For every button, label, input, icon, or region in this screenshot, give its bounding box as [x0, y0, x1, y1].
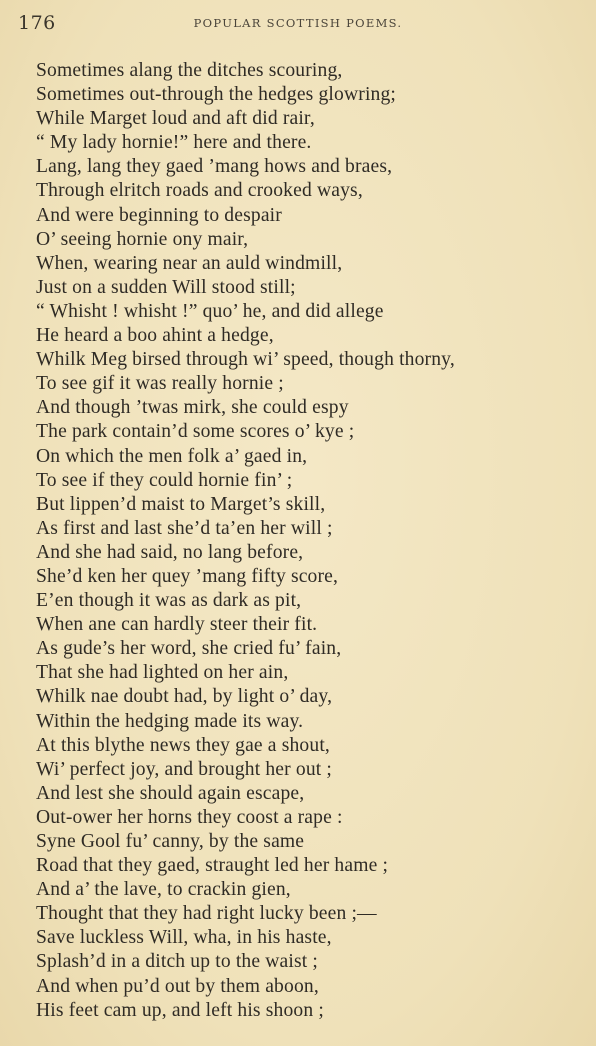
poem-line: And were beginning to despair: [36, 204, 282, 226]
poem-line: When ane can hardly steer their fit.: [36, 614, 318, 636]
poem-line: He heard a boo ahint a hedge,: [36, 325, 274, 347]
poem-line: At this blythe news they gae a shout,: [36, 734, 330, 756]
poem-line: The park contain’d some scores o’ kye ;: [36, 421, 355, 443]
poem-line: Thought that they had right lucky been ;—: [36, 903, 377, 925]
poem-line: On which the men folk a’ gaed in,: [36, 445, 308, 467]
poem-line: And she had said, no lang before,: [36, 541, 304, 563]
poem-line: To see gif it was really hornie ;: [36, 373, 284, 395]
running-title: POPULAR SCOTTISH POEMS.: [193, 16, 403, 30]
poem-line: And when pu’d out by them aboon,: [36, 975, 319, 997]
poem-line: Within the hedging made its way.: [36, 710, 304, 732]
poem-line: Sometimes alang the ditches scouring,: [36, 60, 343, 81]
poem-line: And lest she should again escape,: [36, 782, 305, 804]
poem-line: “ My lady hornie!” here and there.: [36, 132, 312, 154]
page-header: [16, 12, 580, 36]
poem-line: When, wearing near an auld windmill,: [36, 252, 343, 274]
poem-line: Road that they gaed, straught led her hame ;: [36, 855, 389, 877]
poem-line: His feet cam up, and left his shoon ;: [36, 999, 324, 1021]
poem-line: She’d ken her quey ’mang fifty score,: [36, 565, 339, 587]
poem-text: [36, 59, 592, 1023]
poem-line: Whilk Meg birsed through wi’ speed, though thorny,: [36, 349, 455, 371]
poem-line: And though ’twas mirk, she could espy: [36, 397, 349, 419]
poem-line: That she had lighted on her ain,: [36, 662, 289, 684]
poem-line: Save luckless Will, wha, in his haste,: [36, 927, 332, 949]
poem-line: Lang, lang they gaed ’mang hows and braes,: [36, 156, 393, 178]
poem-line: But lippen’d maist to Marget’s skill,: [36, 493, 326, 515]
poem-line: “ Whisht ! whisht !” quo’ he, and did allege: [36, 300, 384, 322]
poem-line: O’ seeing hornie ony mair,: [36, 228, 249, 250]
poem-line: Out-ower her horns they coost a rape :: [36, 806, 343, 828]
poem-line: Through elritch roads and crooked ways,: [36, 180, 363, 202]
poem-line: While Marget loud and aft did rair,: [36, 108, 315, 130]
poem-line: Just on a sudden Will stood still;: [36, 276, 296, 298]
poem-line: As gude’s her word, she cried fu’ fain,: [36, 638, 342, 660]
poem-line: Whilk nae doubt had, by light o’ day,: [36, 686, 333, 708]
page-number: 176: [18, 12, 56, 34]
poem-line: As first and last she’d ta’en her will ;: [36, 517, 333, 539]
poem-line: Syne Gool fu’ canny, by the same: [36, 831, 305, 852]
poem-line: Sometimes out-through the hedges glowring;: [36, 84, 397, 106]
poem-line: Splash’d in a ditch up to the waist ;: [36, 951, 319, 973]
poem-line: E’en though it was as dark as pit,: [36, 590, 302, 612]
poem-line: Wi’ perfect joy, and brought her out ;: [36, 758, 332, 780]
poem-line: And a’ the lave, to crackin gien,: [36, 879, 291, 901]
poem-line: To see if they could hornie fin’ ;: [36, 469, 293, 491]
